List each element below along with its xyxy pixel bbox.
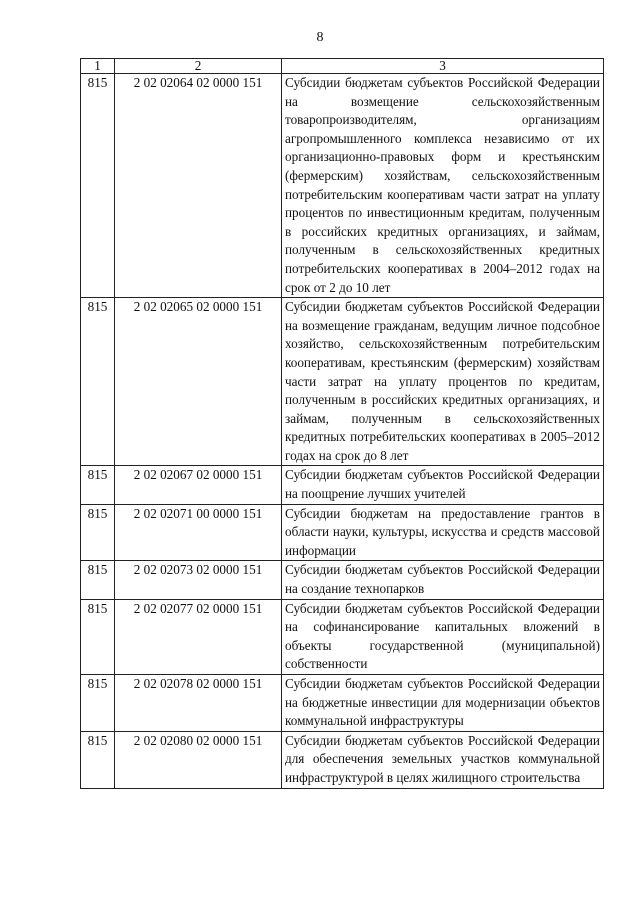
budget-code-cell: 2 02 02080 02 0000 151 xyxy=(115,731,282,788)
description-cell: Субсидии бюджетам субъектов Российской Федерации на софинансирование капитальных вложений в объекты государственной (муниципальной) собственности xyxy=(282,599,604,674)
page-number: 8 xyxy=(316,30,324,45)
table-row xyxy=(81,504,604,561)
budget-code-cell: 2 02 02064 02 0000 151 xyxy=(115,74,282,298)
description-cell: Субсидии бюджетам на предоставление грантов в области науки, культуры, искусства и средств массовой информации xyxy=(282,504,604,561)
admin-code-cell: 815 xyxy=(81,504,115,561)
description-cell: Субсидии бюджетам субъектов Российской Федерации для обеспечения земельных участков коммунальной инфраструктурой в целях жилищного строительства xyxy=(282,731,604,788)
admin-code-cell: 815 xyxy=(81,466,115,504)
column-header-1: 1 xyxy=(81,59,115,74)
admin-code-cell: 815 xyxy=(81,675,115,732)
table-row xyxy=(81,466,604,504)
table-row xyxy=(81,675,604,732)
description-cell: Субсидии бюджетам субъектов Российской Федерации на возмещение гражданам, ведущим личное подсобное хозяйство, сельскохозяйственным потребительским кооперативам, крестьянским (фермерским) хозяйствам части затрат на уплату процентов по кредитам, полученным в российских кредитных организациях, и займам, полученным в сельскохозяйственных кредитных потребительских кооперативах в 2005–2012 годах на срок до 8 лет xyxy=(282,298,604,466)
table-row xyxy=(81,298,604,466)
budget-code-cell: 2 02 02067 02 0000 151 xyxy=(115,466,282,504)
budget-code-cell: 2 02 02073 02 0000 151 xyxy=(115,561,282,599)
table-row xyxy=(81,561,604,599)
budget-code-cell: 2 02 02071 00 0000 151 xyxy=(115,504,282,561)
description-cell: Субсидии бюджетам субъектов Российской Федерации на бюджетные инвестиции для модернизации объектов коммунальной инфраструктуры xyxy=(282,675,604,732)
budget-code-cell: 2 02 02065 02 0000 151 xyxy=(115,298,282,466)
table-header-row xyxy=(81,59,604,74)
column-header-3: 3 xyxy=(282,59,604,74)
admin-code-cell: 815 xyxy=(81,74,115,298)
revenue-codes-table xyxy=(80,58,604,789)
budget-code-cell: 2 02 02077 02 0000 151 xyxy=(115,599,282,674)
budget-code-cell: 2 02 02078 02 0000 151 xyxy=(115,675,282,732)
description-cell: Субсидии бюджетам субъектов Российской Федерации на возмещение сельскохозяйственным товаропроизводителям, организациям агропромышленного комплекса независимо от их организационно-правовых форм и крестьянским (фермерским) хозяйствам, сельскохозяйственным потребительским кооперативам части затрат на уплату процентов по инвестиционным кредитам, полученным в российских кредитных организациях, и займам, полученным в сельскохозяйственных кредитных потребительских кооперативах в 2004–2012 годах на срок от 2 до 10 лет xyxy=(282,74,604,298)
column-header-2: 2 xyxy=(115,59,282,74)
admin-code-cell: 815 xyxy=(81,561,115,599)
table-row xyxy=(81,74,604,298)
admin-code-cell: 815 xyxy=(81,731,115,788)
table-row xyxy=(81,599,604,674)
admin-code-cell: 815 xyxy=(81,599,115,674)
description-cell: Субсидии бюджетам субъектов Российской Федерации на создание технопарков xyxy=(282,561,604,599)
table-row xyxy=(81,731,604,788)
description-cell: Субсидии бюджетам субъектов Российской Федерации на поощрение лучших учителей xyxy=(282,466,604,504)
admin-code-cell: 815 xyxy=(81,298,115,466)
